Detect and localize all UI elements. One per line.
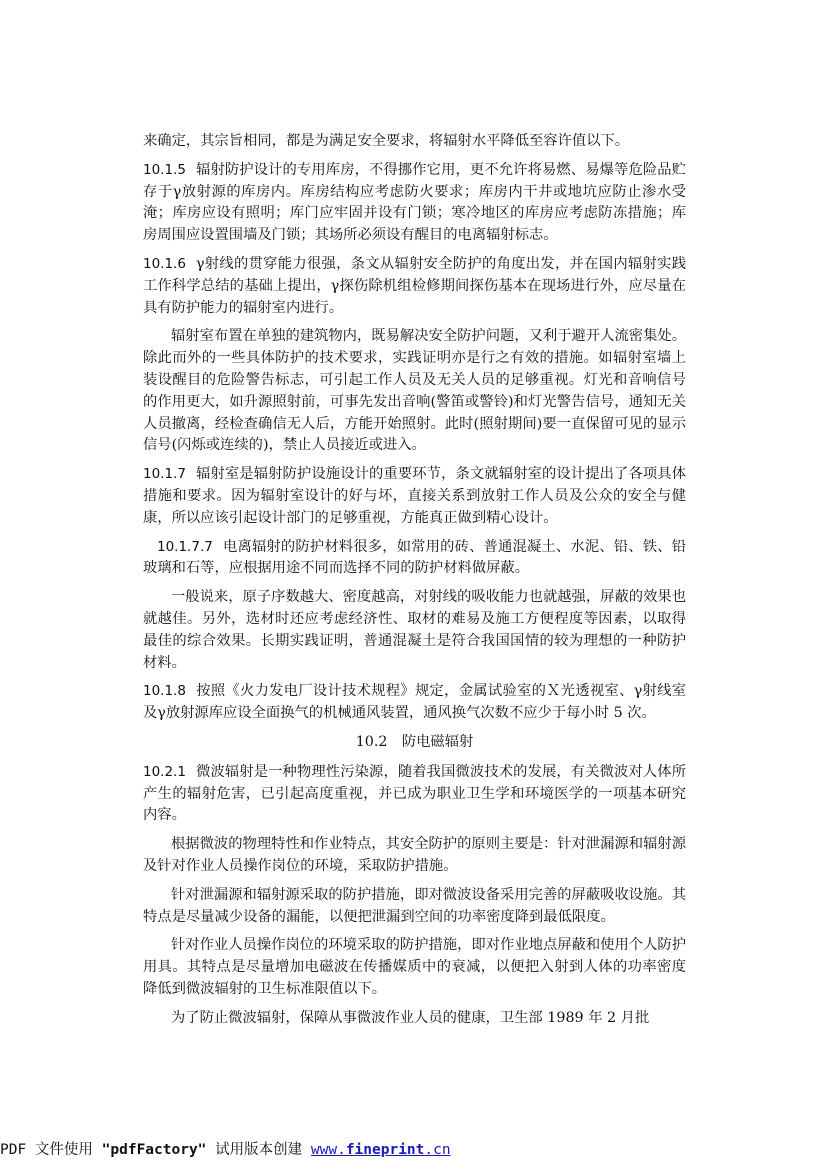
clause-text: γ射线的贯穿能力很强，条文从辐射安全防护的角度出发，并在国内辐射实践工作科学总结的基础上提出，γ探伤除机组检修期间探伤基本在现场进行外，应尽量在具有防护能力的辐射室内进行。	[143, 255, 686, 316]
paragraph-shielding-materials: 一般说来，原子序数越大、密度越高，对射线的吸收能力也就越强，屏蔽的效果也就越佳。另外，选材时还应考虑经济性、取材的难易及施工方便程度等因素，以取得最佳的综合效果。长期实践证明，普通混凝土是符合我国国情的较为理想的一种防护材料。	[143, 589, 686, 671]
paragraph-continuation: 来确定，其宗旨相同，都是为满足安全要求，将辐射水平降低至容许值以下。	[143, 133, 630, 149]
paragraph-radiation-room-layout: 辐射室布置在单独的建筑物内，既易解决安全防护问题，又利于避开人流密集处。除此而外的一些具体防护的技术要求，实践证明亦是行之有效的措施。如辐射室墙上装设醒目的危险警告标志，可引起工作人员及无关人员的足够重视。灯光和音响信号的作用更大，如升源照射前，可事先发出音响(警笛或警铃)和灯光警告信号，通知无关人员撤离，经检查确信无人后，方能开始照射。此时(照射期间)要一直保留可见的显示信号(闪烁或连续的)，禁止人员接近或进入。	[143, 328, 686, 454]
clause-10-1-7-7	[143, 537, 686, 581]
clause-10-1-5	[143, 160, 686, 247]
paragraph-source-measures: 针对泄漏源和辐射源采取的防护措施，即对微波设备采用完善的屏蔽吸收设施。其特点是尽量减少设备的漏能，以便把泄漏到空间的功率密度降到最低限度。	[143, 886, 686, 925]
clause-10-1-7	[143, 464, 686, 529]
footer-product-name: "pdfFactory"	[101, 1142, 207, 1158]
clause-text: 辐射防护设计的专用库房，不得挪作它用，更不允许将易燃、易爆等危险品贮存于γ放射源的库房内。库房结构应考虑防火要求；库房内干井或地坑应防止渗水受淹；库房应设有照明；库门应牢固并设有门锁；寒冷地区的库房应考虑防冻措施；库房周围应设置围墙及门锁；其场所必须设有醒目的电离辐射标志。	[143, 161, 686, 244]
clause-number: 10.1.8	[143, 683, 186, 700]
clause-10-1-6	[143, 254, 686, 319]
clause-number: 10.2.1	[143, 763, 186, 780]
document-body	[143, 131, 686, 1036]
clause-text: 微波辐射是一种物理性污染源，随着我国微波技术的发展，有关微波对人体所产生的辐射危害，已引起高度重视，并已成为职业卫生学和环境医学的一项基本研究内容。	[143, 763, 686, 824]
fineprint-link[interactable]: www.fineprint.cn	[310, 1142, 451, 1158]
footer-prefix: PDF 文件使用	[0, 1142, 102, 1158]
clause-text: 辐射室是辐射防护设施设计的重要环节，条文就辐射室的设计提出了各项具体措施和要求。因为辐射室设计的好与坏，直接关系到放射工作人员及公众的安全与健康，所以应该引起设计部门的足够重视，方能真正做到精心设计。	[143, 466, 686, 526]
paragraph-ministry-standard: 为了防止微波辐射，保障从事微波作业人员的健康，卫生部 1989 年 2 月批	[171, 1009, 650, 1026]
paragraph-workplace-measures: 针对作业人员操作岗位的环境采取的防护措施，即对作业地点屏蔽和使用个人防护用具。其特点是尽量增加电磁波在传播媒质中的衰减，以便把入射到人体的功率密度降低到微波辐射的卫生标准限值以下。	[143, 937, 686, 997]
clause-number: 10.1.7.7	[157, 538, 213, 555]
clause-text: 电离辐射的防护材料很多，如常用的砖、普通混凝土、水泥、铅、铁、铅玻璃和石等，应根据用途不同而选择不同的防护材料做屏蔽。	[143, 538, 686, 577]
pdf-footer	[0, 1138, 827, 1159]
clause-number: 10.1.5	[143, 161, 186, 178]
clause-number: 10.1.6	[143, 255, 186, 272]
section-heading-10-2: 10.2 防电磁辐射	[355, 733, 474, 750]
footer-middle-text: 试用版本创建	[206, 1142, 311, 1158]
clause-10-2-1	[143, 762, 686, 827]
clause-number: 10.1.7	[143, 466, 186, 483]
clause-10-1-8	[143, 681, 686, 725]
paragraph-protection-principle: 根据微波的物理特性和作业特点，其安全防护的原则主要是：针对泄漏源和辐射源及针对作业人员操作岗位的环境，采取防护措施。	[143, 836, 686, 874]
clause-text: 按照《火力发电厂设计技术规程》规定，金属试验室的Ｘ光透视室、γ射线室及γ放射源库应设全面换气的机械通风装置，通风换气次数不应少于每小时 5 次。	[143, 683, 686, 722]
